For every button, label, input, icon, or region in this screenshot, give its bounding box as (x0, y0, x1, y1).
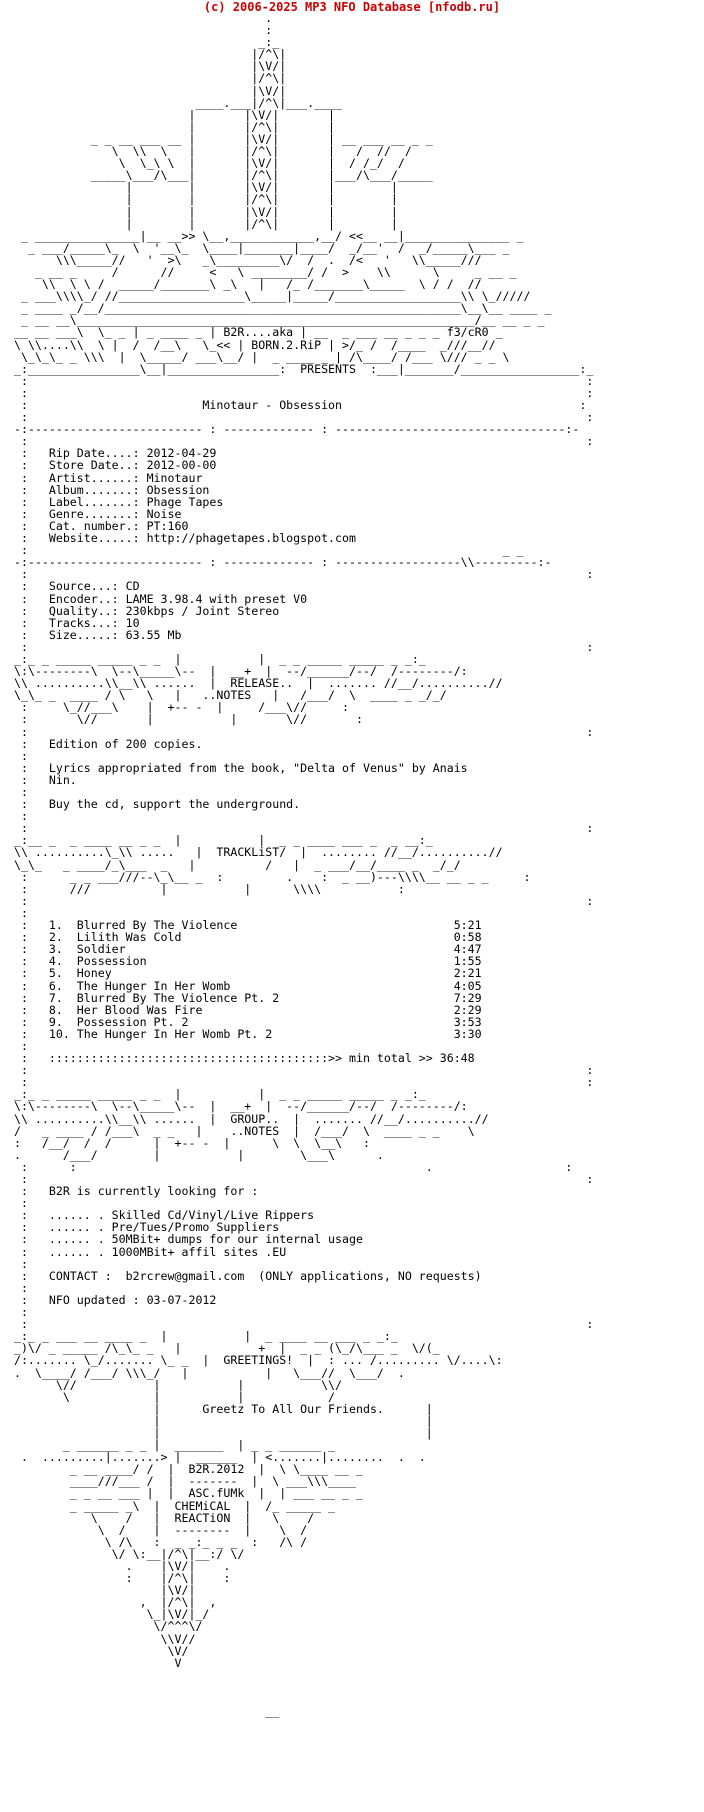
site-header: (c) 2006-2025 MP3 NFO Database [nfodb.ru] (203, 0, 501, 14)
nfo-text: . : _:_ |/^\| |\V/| |/^\| |\V/| ____.___|/^\|___.____ | |\V/| | | |/^\| | _ _ __ ___ __ | |\V/| | __ ___ __ _ _ \ \\ \ | |/^\| | / // / \ \_\ \ | |\V/| | / /_/ / _____\___/\___| |/^\| |___/\___/_____ | | |\V/| | | | | |/^\| | | | | |\V/| | | | | |/^\| | | _ _______________|__ __>> \__,____________,__/ <<__ __|_______________ _ _ ___/_____\_ \ '__\_ \____|_______|____/ _/__' / _/_____\___ _ \\\_____// ' >\ _\_________\/ / . /< ' \\_____/// _ __ _ / // < \ ________/ / > \\ \ _ __ _ \\ \ \ / _____/_______\ _\ | /_ /_______\_____ \ / / // _ ___\\\\_/ //__________________\_____|_____/__________________\\ \_///// _ ____ _/__/___________________________________________________\__\__ ____ _ _ __ __\_________________________________________________________/__ __ _ _ __ __ ___\ \_ _ | _ ____ _ | B2R....aka | __ _ ___ __ _ _ _ f3/cR0 _ \ \\....\\ \ | / /__\ \_<< | BORN.2.RiP | >/_ / /____ _///__// \_\_\_ _ \\\ | \_____/ ___\__/ | _ ____ _ | /\____/ /___ \/// _ _ \ _:________________\__|________________: PRESENTS :___|_______/_________________:_ : : : : : Minotaur - Obsession : : : -:------------------------- : ------------- : ---------------------------------:- : : : Rip Date....: 2012-04-29 : Store Date..: 2012-00-00 : Artist......: Minotaur : Album.......: Obsession : Label.......: Phage Tapes : Genre.......: Noise : Cat. number.: PT:160 : Website.....: http://phagetapes.blogspot.com : _ _ -:------------------------- : ------------- : ------------------\\---------:- : : : Source...: CD : Encoder..: LAME 3.98.4 with preset V0 : Quality..: 230kbps / Joint Stereo : Tracks...: 10 : Size.....: 63.55 Mb : : _:_ _ _____ _____ _ _ | | _ _ _____ _____ _ _:_ \:\--------\ \--\_____\-- | __+ | --/______/--/ /--------/: \\ ..........\\__\\ ...... | RELEASE.. | ....... //__/..........// \_\_ _ ____ / \ \ | ..NOTES | /___/ \ ____ _ _/_/ : \_//___\ | +-- - | /___\// : : \// | | \// : : : : Edition of 200 copies. : : Lyrics appropriated from the book, "Delta of Venus" by Anais : Nin. : : Buy the cd, support the underground. : : : _:__ _ _ ____ __ _ _ | | _ _ ____ ___ _ _ __:_ \\ ..........\_\\ ..... | TRACKLiST/ | ........ //__/..........// \_\_ _ ____/_\___ _ | / | _ ___/__/____ _ _/_/ : _ _ ___///--\_\__ _ : . : _ __)---\\\\__ __ _ _ : : /// | | \\\\ : : : : : 1. Blurred By The Violence 5:21 : 2. Lilith Was Cold 0:58 : 3. Soldier 4:47 : 4. Possession 1:55 : 5. Honey 2:21 : 6. The Hunger In Her Womb 4:05 : 7. Blurred By The Violence Pt. 2 7:29 : 8. Her Blood Was Fire 2:29 : 9. Possession Pt. 2 3:53 : 10. The Hunger In Her Womb Pt. 2 3:30 : : ::::::::::::::::::::::::::::::::::::::::>> min total >> 36:48 : : : : _:_ _ _____ _____ _ _ | | _ _ _____ _____ _ _:_ \:\--------\ \--\_____\-- | __+ | --/______/--/ /--------/: \\ ..........\\__\\ ...... | GROUP.. | ....... //__/..........// / _ ____ / /___\ _ _ | ..NOTES | /___/ \ ____ _ _ \ : /__/ / / | +-- - | \ \ \__\ : . /___/ | | \___\ . : : . : : : : B2R is currently looking for : : : ...... . Skilled Cd/Vinyl/Live Rippers : ...... . Pre/Tues/Promo Suppliers : ...... . 50MBit+ dumps for our internal usage : ...... . 1000MBit+ affil sites .EU : : CONTACT : b2rcrew@gmail.com (ONLY applications, NO requests) : : NFO updated : 03-07-2012 : : : _:_ _ ___ __ ____ _ | | _ ____ __ ___ _ _:_ _)\/ _ _____ /\_\_ _ | + | _ _ (\_/\___ _ \/(_ /:....... \_/....... \_ _ | GREETINGS! | : ... /......... \/....\: . \____/ /___/ \\\_/ | | \___// \___/ . \// | | \\/ \ | | / | Greetz To All Our Friends. | | | | | _ ______ _ _ | _______ | _ _ ______ _ . .........|.......> | ______ | <.......|........ . . _ __ ____/ / | B2R.2012 | \ \____ __ _ ____///___ / | ------- | \ ___\\\____ _ _ __ ___ | | ASC.fUMk | | ___ __ _ _ _ _____ _\ | CHEMiCAL | /_ _____ _ \ / | REACTiON | \ / \ / | -------- | \ / \ /\ : _ _:_ _ _ : /\ / \/ \:__|/^\|__:/ \/ . |\V/| . : |/^\| : |\V/| , |/^\| , \_|\V/|_/ \/^^^\/ \\V// \V/ V __ (13, 11, 594, 1719)
